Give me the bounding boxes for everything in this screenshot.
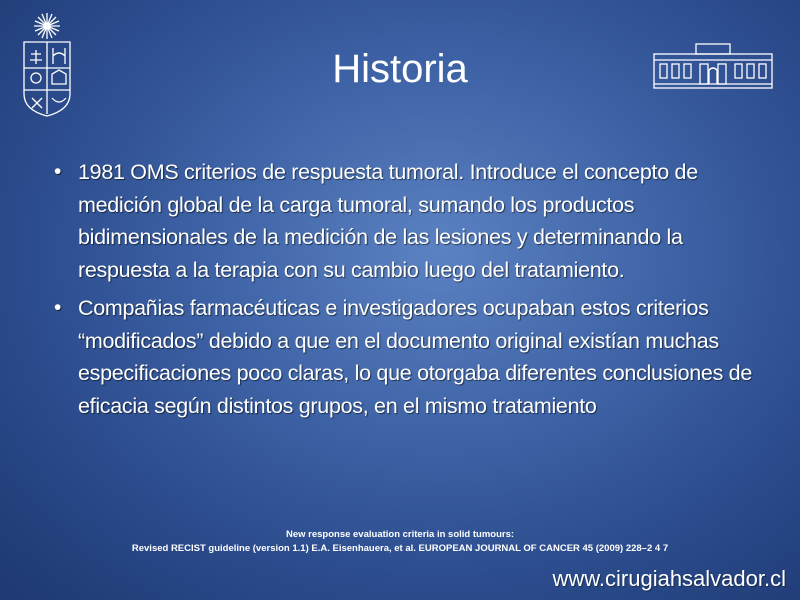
website-url: www.cirugiahsalvador.cl: [552, 566, 786, 591]
bullet-text: Compañias farmacéuticas e investigadores ocupaban estos criterios “modificados” debido a que en el documento original existían muchas especificaciones poco claras, lo que otorgaba diferentes conclusiones de eficacia según distintos grupos, en el mismo tratamiento: [78, 296, 753, 418]
list-item: [48, 292, 758, 422]
bullet-icon: •: [54, 296, 62, 319]
bullet-text: 1981 OMS criterios de respuesta tumoral. Introduce el concepto de medición global de la carga tumoral, sumando los productos bidimensionales de la medición de las lesiones y determinando la respuesta a la terapia con su cambio luego del tratamiento.: [78, 160, 698, 282]
bullet-list: [48, 156, 758, 428]
reference-line-1: New response evaluation criteria in solid tumours:: [285, 529, 515, 540]
list-item: [48, 156, 758, 286]
reference-citation: [0, 528, 800, 556]
bullet-icon: •: [54, 160, 62, 183]
page-title: Historia: [332, 47, 468, 91]
reference-line-2: Revised RECIST guideline (version 1.1) E.A. Eisenhauera, et al. EUROPEAN JOURNAL OF CANCER 45 (2009) 228–2 4 7: [131, 543, 669, 554]
